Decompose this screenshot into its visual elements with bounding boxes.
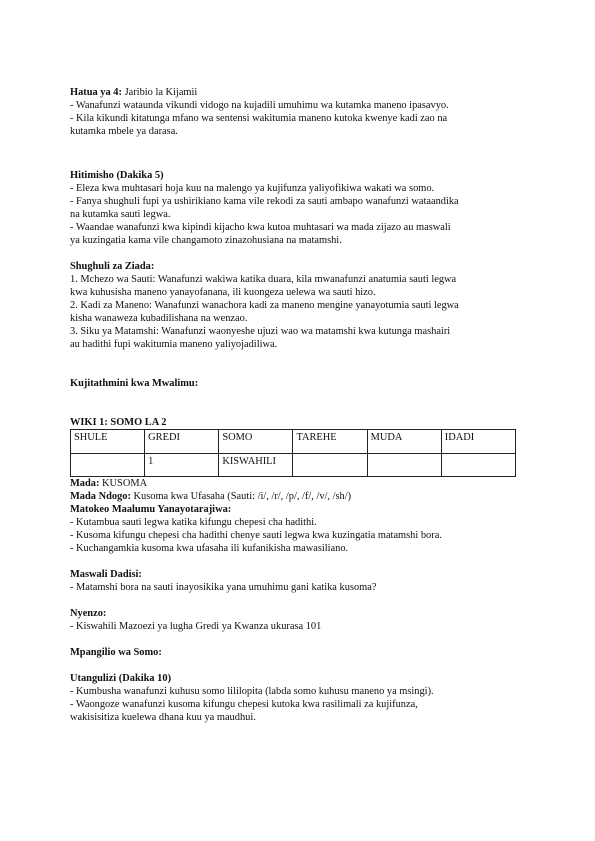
paragraph-line: - Matamshi bora na sauti inayosikika yana umuhimu gani katika kusoma?	[70, 582, 377, 593]
table-cell: KISWAHILI	[219, 454, 293, 477]
paragraph-line: - Kiswahili Mazoezi ya lugha Gredi ya Kwanza ukurasa 101	[70, 621, 322, 632]
paragraph-line: kutamka mbele ya darasa.	[70, 126, 178, 137]
lesson-info-table	[70, 429, 516, 477]
topic-label: Mada:	[70, 478, 100, 489]
step4-label: Hatua ya 4:	[70, 87, 122, 98]
resources-heading: Nyenzo:	[70, 608, 107, 619]
extra-activities-heading: Shughuli za Ziada:	[70, 261, 155, 272]
lesson-plan-heading: Mpangilio wa Somo:	[70, 647, 162, 658]
table-header-cell: MUDA	[367, 430, 441, 454]
paragraph-line: - Kuchangamkia kusoma kwa ufasaha ili kufanikisha mawasiliano.	[70, 543, 349, 554]
conclusion-heading: Hitimisho (Dakika 5)	[70, 170, 164, 181]
subtopic-label: Mada Ndogo:	[70, 491, 131, 502]
table-cell	[441, 454, 515, 477]
paragraph-line: - Kila kikundi kitatunga mfano wa sentensi wakitumia maneno kutoka kwenye kadi zao na	[70, 113, 448, 124]
paragraph-line: - Kumbusha wanafunzi kuhusu somo lililopita (labda somo kuhusu maneno ya msingi).	[70, 686, 434, 697]
topic-value: KUSOMA	[99, 478, 148, 489]
subtopic-line	[70, 490, 540, 503]
introduction-heading: Utangulizi (Dakika 10)	[70, 673, 172, 684]
paragraph-line: na kutamka sauti legwa.	[70, 209, 171, 220]
outcomes-heading: Matokeo Maalumu Yanayotarajiwa:	[70, 504, 232, 515]
paragraph-line: kwa kuhusisha maneno yanayofanana, ili kuongeza uelewa wa sauti hizo.	[70, 287, 376, 298]
paragraph-line: ya kuzingatia kama vile changamoto zinazohusiana na matamshi.	[70, 235, 342, 246]
step4-heading	[70, 86, 540, 99]
table-cell	[367, 454, 441, 477]
week-lesson-title: WIKI 1: SOMO LA 2	[70, 417, 167, 428]
paragraph-line: - Kutambua sauti legwa katika kifungu chepesi cha hadithi.	[70, 517, 317, 528]
paragraph-line: - Eleza kwa muhtasari hoja kuu na malengo ya kujifunza yaliyofikiwa wakati wa somo.	[70, 183, 435, 194]
document-page	[70, 86, 540, 724]
table-header-cell: GREDI	[145, 430, 219, 454]
table-cell	[71, 454, 145, 477]
paragraph-line: 2. Kadi za Maneno: Wanafunzi wanachora kadi za maneno mengine yanayotumia sauti legwa	[70, 300, 459, 311]
subtopic-value: Kusoma kwa Ufasaha (Sauti: /i/, /r/, /p/, /f/, /v/, /sh/)	[130, 491, 352, 502]
paragraph-line: wakisisitiza kuelewa dhana kuu ya maudhui.	[70, 712, 256, 723]
table-header-cell: SHULE	[71, 430, 145, 454]
table-header-cell: TAREHE	[293, 430, 367, 454]
table-cell: 1	[145, 454, 219, 477]
paragraph-line: au hadithi fupi wakitumia maneno yaliyojadiliwa.	[70, 339, 278, 350]
paragraph-line: 1. Mchezo wa Sauti: Wanafunzi wakiwa katika duara, kila mwanafunzi anatumia sauti legwa	[70, 274, 457, 285]
table-header-row	[71, 430, 516, 454]
step4-title: Jaribio la Kijamii	[121, 87, 198, 98]
paragraph-line: 3. Siku ya Matamshi: Wanafunzi waonyeshe ujuzi wao wa matamshi kwa kutunga mashairi	[70, 326, 451, 337]
paragraph-line: - Kusoma kifungu chepesi cha hadithi chenye sauti legwa kwa kuzingatia matamshi bora.	[70, 530, 442, 541]
paragraph-line: kisha wanaweza kubadilishana na wenzao.	[70, 313, 248, 324]
paragraph-line: - Wanafunzi wataunda vikundi vidogo na kujadili umuhimu wa kutamka maneno ipasavyo.	[70, 100, 449, 111]
table-row	[71, 454, 516, 477]
table-header-cell: IDADI	[441, 430, 515, 454]
paragraph-line: - Waandae wanafunzi kwa kipindi kijacho kwa kutoa muhtasari wa mada zijazo au maswali	[70, 222, 451, 233]
table-cell	[293, 454, 367, 477]
table-header-cell: SOMO	[219, 430, 293, 454]
self-evaluation-heading: Kujitathmini kwa Mwalimu:	[70, 378, 199, 389]
paragraph-line: - Fanya shughuli fupi ya ushirikiano kama vile rekodi za sauti ambapo wanafunzi wataandika	[70, 196, 459, 207]
topic-line	[70, 477, 540, 490]
paragraph-line: - Waongoze wanafunzi kusoma kifungu chepesi kutoka kwa rasilimali za kujifunza,	[70, 699, 418, 710]
inquiry-questions-heading: Maswali Dadisi:	[70, 569, 142, 580]
